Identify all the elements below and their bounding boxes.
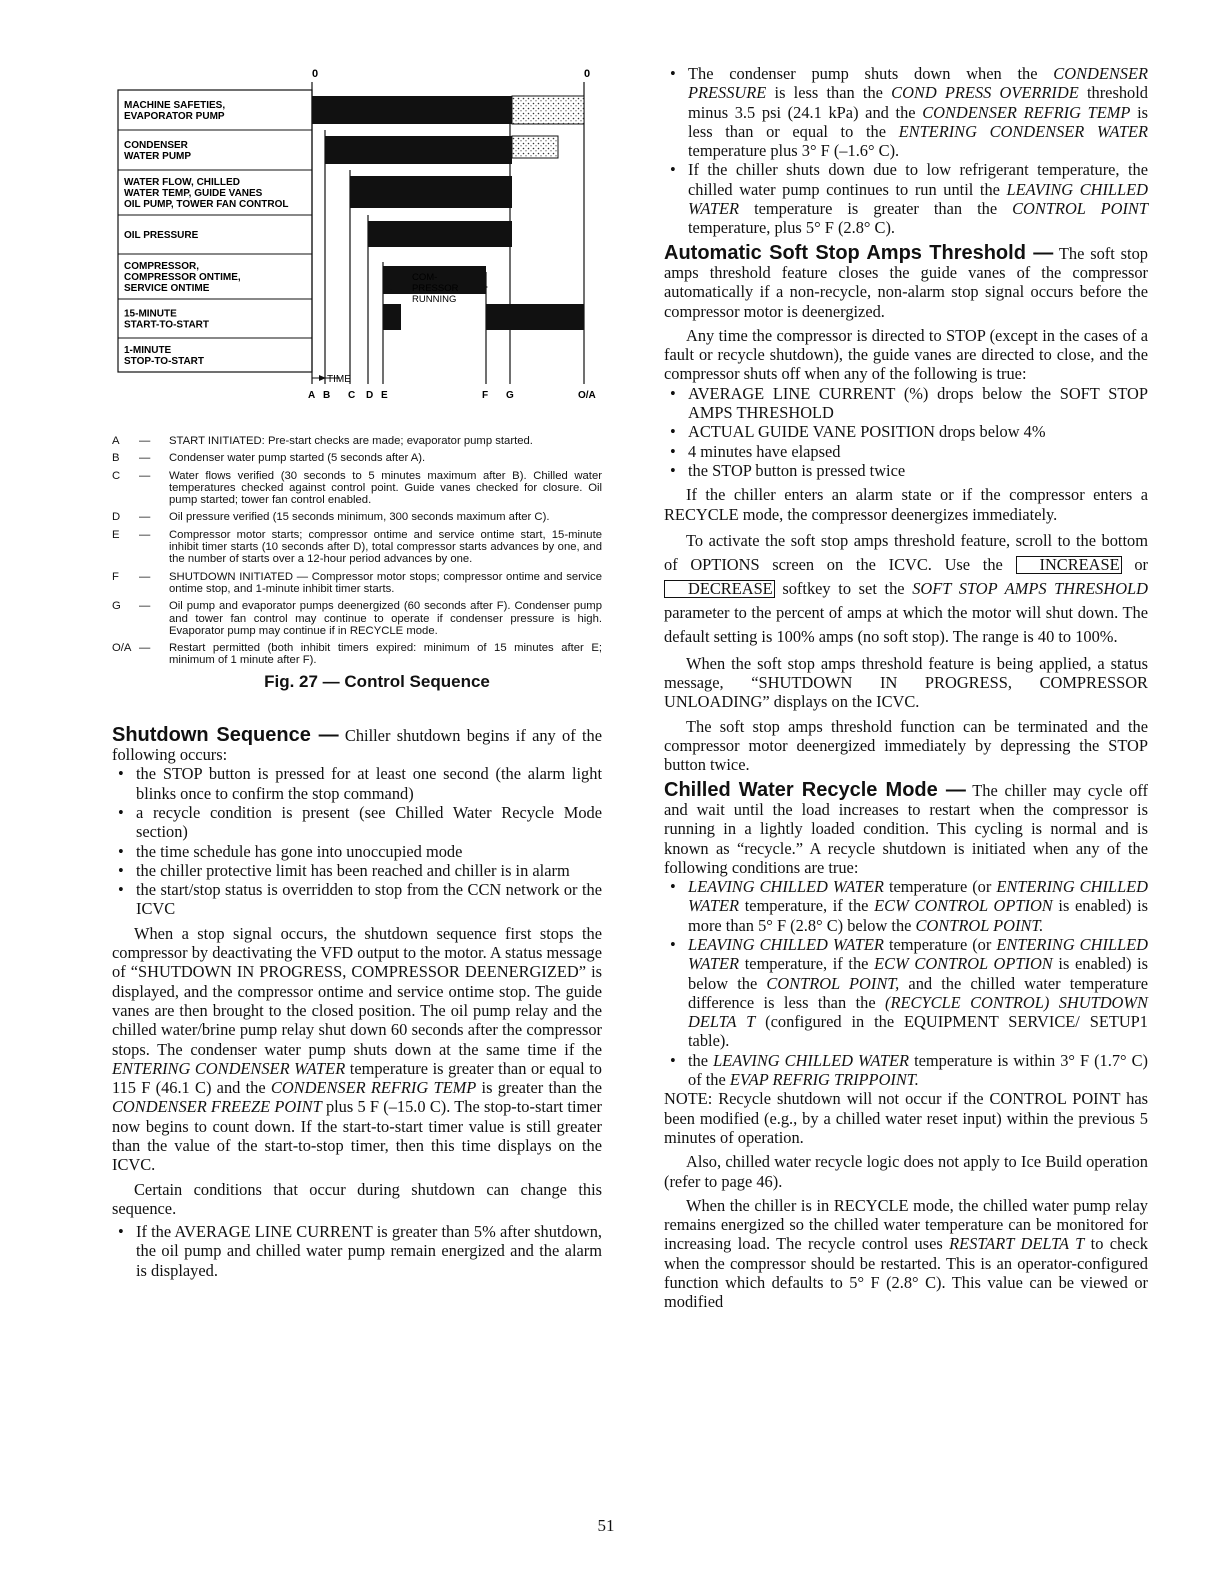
list-item: • the start/stop status is overridden to stop from the CCN network or the ICVC	[112, 880, 602, 919]
list-item: • ACTUAL GUIDE VANE POSITION drops below 4%	[664, 422, 1148, 441]
legend-text: Oil pressure verified (15 seconds minimum, 300 seconds maximum after C).	[169, 511, 550, 524]
softstop-heading: Automatic Soft Stop Amps Threshold —	[664, 241, 1054, 264]
bar-evaporator-pump	[312, 96, 512, 124]
axis-letter: G	[506, 390, 514, 401]
row-label: CONDENSER	[124, 140, 188, 151]
axis-letter: E	[381, 390, 388, 401]
legend-dash: —	[139, 642, 151, 655]
list-item: • LEAVING CHILLED WATER temperature (or ENTERING CHILLED WATER temperature, if the ECW CONTROL OPTION is enabled) is below the CONTROL POINT, and the chilled water temperature difference is less than the (RECYCLE CONTROL) SHUTDOWN DELTA T (configured in the EQUIPMENT SERVICE/ SETUP1 table).	[664, 935, 1148, 1051]
shutdown-continued-list	[664, 64, 1148, 238]
legend-row	[112, 452, 602, 464]
legend-row	[112, 642, 602, 667]
recycle-conditions-list	[664, 877, 1148, 1089]
legend-text: START INITIATED: Pre-start checks are made; evaporator pump started.	[169, 435, 533, 447]
list-item: • If the AVERAGE LINE CURRENT is greater than 5% after shutdown, the oil pump and chilled water pump remain energized and the alarm is displayed.	[112, 1222, 602, 1280]
legend-dash: —	[139, 435, 151, 447]
legend-dash: —	[139, 511, 151, 524]
legend-key: B	[112, 452, 120, 465]
row-label: OIL PUMP, TOWER FAN CONTROL	[124, 199, 289, 210]
recycle-intro: Chilled Water Recycle Mode — The chiller may cycle off and wait until the load increases to restart when the compressor is running in a lightly loaded condition. This cycling is normal and is known as “recycle.” A recycle shutdown is initiated when any of the following conditions are true:	[664, 778, 1148, 877]
row-label: WATER PUMP	[124, 151, 192, 162]
left-column	[112, 62, 602, 1280]
softstop-intro: Automatic Soft Stop Amps Threshold — The soft stop amps threshold feature closes the guide vanes of the compressor automatically if a non-recycle, non-alarm stop signal occurs before the compressor motor is deenergized.	[664, 241, 1149, 321]
shutdown-paragraph-2: Certain conditions that occur during shutdown can change this sequence.	[112, 1179, 602, 1218]
time-arrow	[312, 374, 351, 385]
list-item: • the LEAVING CHILLED WATER temperature is within 3° F (1.7° C) of the EVAP REFRIG TRIPPOINT.	[664, 1051, 1148, 1090]
legend-key: D	[112, 511, 121, 524]
control-sequence-diagram	[112, 62, 602, 422]
axis-letter: D	[366, 390, 374, 401]
row-label: COMPRESSOR,	[124, 261, 200, 272]
axis-letter: C	[348, 390, 356, 401]
bar-condenser-pump	[325, 136, 512, 164]
zero-left-label: 0	[312, 68, 319, 80]
bar-water-flow	[350, 176, 512, 208]
legend-key: O/A	[112, 642, 132, 655]
legend-row	[112, 511, 602, 523]
shutdown-special-list	[112, 1222, 602, 1280]
decrease-softkey: DECREASE	[664, 580, 775, 598]
legend-key: F	[112, 570, 119, 583]
softstop-paragraph-4: When the soft stop amps threshold feature is being applied, a status message, “SHUTDOWN IN PROGRESS, COMPRESSOR UNLOADING” displays on the ICVC.	[664, 653, 1148, 712]
list-item: • AVERAGE LINE CURRENT (%) drops below the SOFT STOP AMPS THRESHOLD	[664, 384, 1148, 423]
legend-row	[112, 435, 602, 447]
row-label: SERVICE ONTIME	[124, 283, 210, 294]
page-number: 51	[597, 1516, 615, 1535]
legend-text: Oil pump and evaporator pumps deenergized (60 seconds after F). Condenser pump and tower fan control may continue to operate if condenser pressure is high. Evaporator pump may continue if in RECYCLE mode.	[169, 600, 602, 637]
legend-text: Compressor motor starts; compressor ontime and service ontime start, 15-minute inhibit timer starts (10 seconds after D), total compressor starts advances by one, and the number of starts over a 12-hour period advances by one.	[169, 528, 602, 566]
row-label: 15-MINUTE	[124, 308, 177, 320]
row-label: START-TO-START	[124, 319, 209, 331]
legend-dash: —	[139, 469, 151, 482]
legend-text: Condenser water pump started (5 seconds after A).	[169, 452, 426, 465]
shutdown-section	[112, 723, 602, 1280]
legend-dash: —	[139, 528, 151, 541]
axis-letter: B	[323, 390, 331, 401]
row-label: 1-MINUTE	[124, 345, 172, 356]
legend-dash: —	[139, 570, 151, 583]
row-label: MACHINE SAFETIES,	[124, 100, 226, 111]
shutdown-conditions-list	[112, 764, 602, 918]
recycle-heading: Chilled Water Recycle Mode —	[664, 778, 966, 801]
recycle-paragraph-ice-build: Also, chilled water recycle logic does not apply to Ice Build operation (refer to page 46).	[664, 1152, 1148, 1191]
axis-letter: A	[308, 390, 316, 401]
bar-evaporator-pump-optional	[512, 96, 584, 124]
svg-text:PRESSOR: PRESSOR	[412, 283, 459, 294]
list-item: • The condenser pump shuts down when the CONDENSER PRESSURE is less than the COND PRESS OVERRIDE threshold minus 3.5 psi (24.1 kPa) and the CONDENSER REFRIG TEMP is less than or equal to the ENTERING CONDENSER WATER temperature plus 3° F (–1.6° C).	[664, 64, 1148, 160]
figure-caption: Fig. 27 — Control Sequence	[264, 671, 490, 691]
list-item: • the STOP button is pressed for at least one second (the alarm light blinks once to confirm the stop command)	[112, 764, 602, 803]
sequence-bars	[312, 96, 584, 368]
figure-legend	[112, 435, 602, 667]
legend-text: Restart permitted (both inhibit timers expired: minimum of 15 minutes after E; minimum of 1 minute after F).	[169, 642, 602, 667]
legend-dash: —	[139, 600, 151, 613]
softstop-conditions-list	[664, 384, 1148, 480]
row-label: OIL PRESSURE	[124, 230, 199, 241]
list-item: • a recycle condition is present (see Chilled Water Recycle Mode section)	[112, 803, 602, 842]
list-item: • If the chiller shuts down due to low refrigerant temperature, the chilled water pump continues to run until the LEAVING CHILLED WATER temperature is greater than the CONTROL POINT temperature, plus 5° F (2.8° C).	[664, 160, 1148, 237]
legend-key: G	[112, 600, 121, 613]
recycle-paragraph-restart: When the chiller is in RECYCLE mode, the chilled water pump relay remains energized so the chilled water temperature can be monitored for increasing load. The recycle control uses RESTART DELTA T to check when the compressor should be restarted. This is an operator-configured function which defaults to 5° F (2.8° C). This value can be viewed or modified	[664, 1195, 1148, 1312]
list-item: • 4 minutes have elapsed	[664, 442, 1148, 461]
legend-dash: —	[139, 452, 151, 465]
shutdown-paragraph: When a stop signal occurs, the shutdown sequence first stops the compressor by deactivating the VFD output to the motor. A status message of “SHUTDOWN IN PROGRESS, COMPRESSOR DEENERGIZED” is displayed, and the compressor ontime and service ontime stop. The guide vanes are then brought to the closed position. The oil pump relay and the chilled water/brine pump relay shut down 60 seconds after the compressor stops. The condenser water pump shuts down at the same time if the ENTERING CONDENSER WATER temperature is greater than or equal to 115 F (46.1 C) and the CONDENSER REFRIG TEMP is greater than the CONDENSER FREEZE POINT plus 5 F (–15.0 C). The stop-to-start timer now begins to count down. If the start-to-start timer value is still greater than the value of the start-to-stop timer, then this time displays on the ICVC.	[112, 923, 602, 1175]
legend-row	[112, 470, 602, 507]
svg-text:COM-: COM-	[412, 272, 438, 283]
axis-letter: F	[482, 390, 489, 401]
legend-key: C	[112, 469, 121, 482]
svg-text:RUNNING: RUNNING	[412, 294, 457, 305]
legend-row	[112, 571, 602, 596]
list-item: • LEAVING CHILLED WATER temperature (or ENTERING CHILLED WATER temperature, if the ECW CONTROL OPTION is enabled) is more than 5° F (2.8° C) below the CONTROL POINT.	[664, 877, 1148, 935]
row-label: STOP-TO-START	[124, 356, 204, 367]
list-item: • the STOP button is pressed twice	[664, 461, 1148, 480]
zero-right-label: 0	[584, 68, 591, 80]
shutdown-lead: Chiller shutdown begins if any of the following occurs:	[112, 725, 602, 765]
bar-oil-pressure	[368, 221, 512, 247]
row-label: EVAPORATOR PUMP	[124, 111, 225, 122]
svg-text:TIME: TIME	[327, 374, 351, 385]
row-label: WATER TEMP, GUIDE VANES	[124, 188, 263, 199]
softstop-paragraph-1: Any time the compressor is directed to STOP (except in the cases of a fault or recycle shutdown), the guide vanes are directed to close, and the compressor shuts off when any of the following is true:	[664, 325, 1148, 384]
legend-text: Water flows verified (30 seconds to 5 minutes maximum after B). Chilled water temperatures checked against control point. Guide vanes checked for closure. Oil pump started; tower fan control enabled.	[169, 469, 602, 507]
softstop-paragraph-2: If the chiller enters an alarm state or if the compressor enters a RECYCLE mode, the compressor deenergizes immediately.	[664, 485, 1148, 524]
row-label: WATER FLOW, CHILLED	[124, 177, 240, 188]
axis-letter: O/A	[578, 390, 596, 401]
bar-15-minute-timer-1	[383, 304, 401, 330]
legend-row	[112, 529, 602, 566]
shutdown-heading: Shutdown Sequence —	[112, 723, 339, 746]
bar-1-minute-timer	[486, 344, 584, 368]
list-item: • the time schedule has gone into unoccupied mode	[112, 842, 602, 861]
legend-key: E	[112, 528, 120, 541]
bar-condenser-pump-optional	[512, 136, 558, 158]
softstop-paragraph-3: To activate the soft stop amps threshold feature, scroll to the bottom of OPTIONS screen on the ICVC. Use the INCREASE or DECREASE softkey to set the SOFT STOP AMPS THRESHOLD parameter to the percent of amps at which the motor will shut down. The default setting is 100% amps (no soft stop). The range is 40 to 100%.	[664, 530, 1148, 646]
legend-row	[112, 600, 602, 637]
recycle-note: NOTE: Recycle shutdown will not occur if the CONTROL POINT has been modified (e.g., by a chilled water reset input) within the previous 5 minutes of operation.	[664, 1089, 1148, 1147]
bar-15-minute-timer-2	[486, 304, 584, 330]
right-column	[664, 64, 1148, 1312]
softstop-paragraph-5: The soft stop amps threshold function can be terminated and the compressor motor deenergized immediately by depressing the STOP button twice.	[664, 716, 1148, 775]
increase-softkey: INCREASE	[1016, 556, 1122, 574]
row-label: COMPRESSOR ONTIME,	[124, 272, 241, 283]
axis-letters	[308, 390, 596, 401]
list-item: • the chiller protective limit has been reached and chiller is in alarm	[112, 861, 602, 880]
legend-text: SHUTDOWN INITIATED — Compressor motor stops; compressor ontime and service ontime stop, and 1-minute inhibit timer starts.	[169, 570, 602, 595]
legend-key: A	[112, 435, 120, 447]
